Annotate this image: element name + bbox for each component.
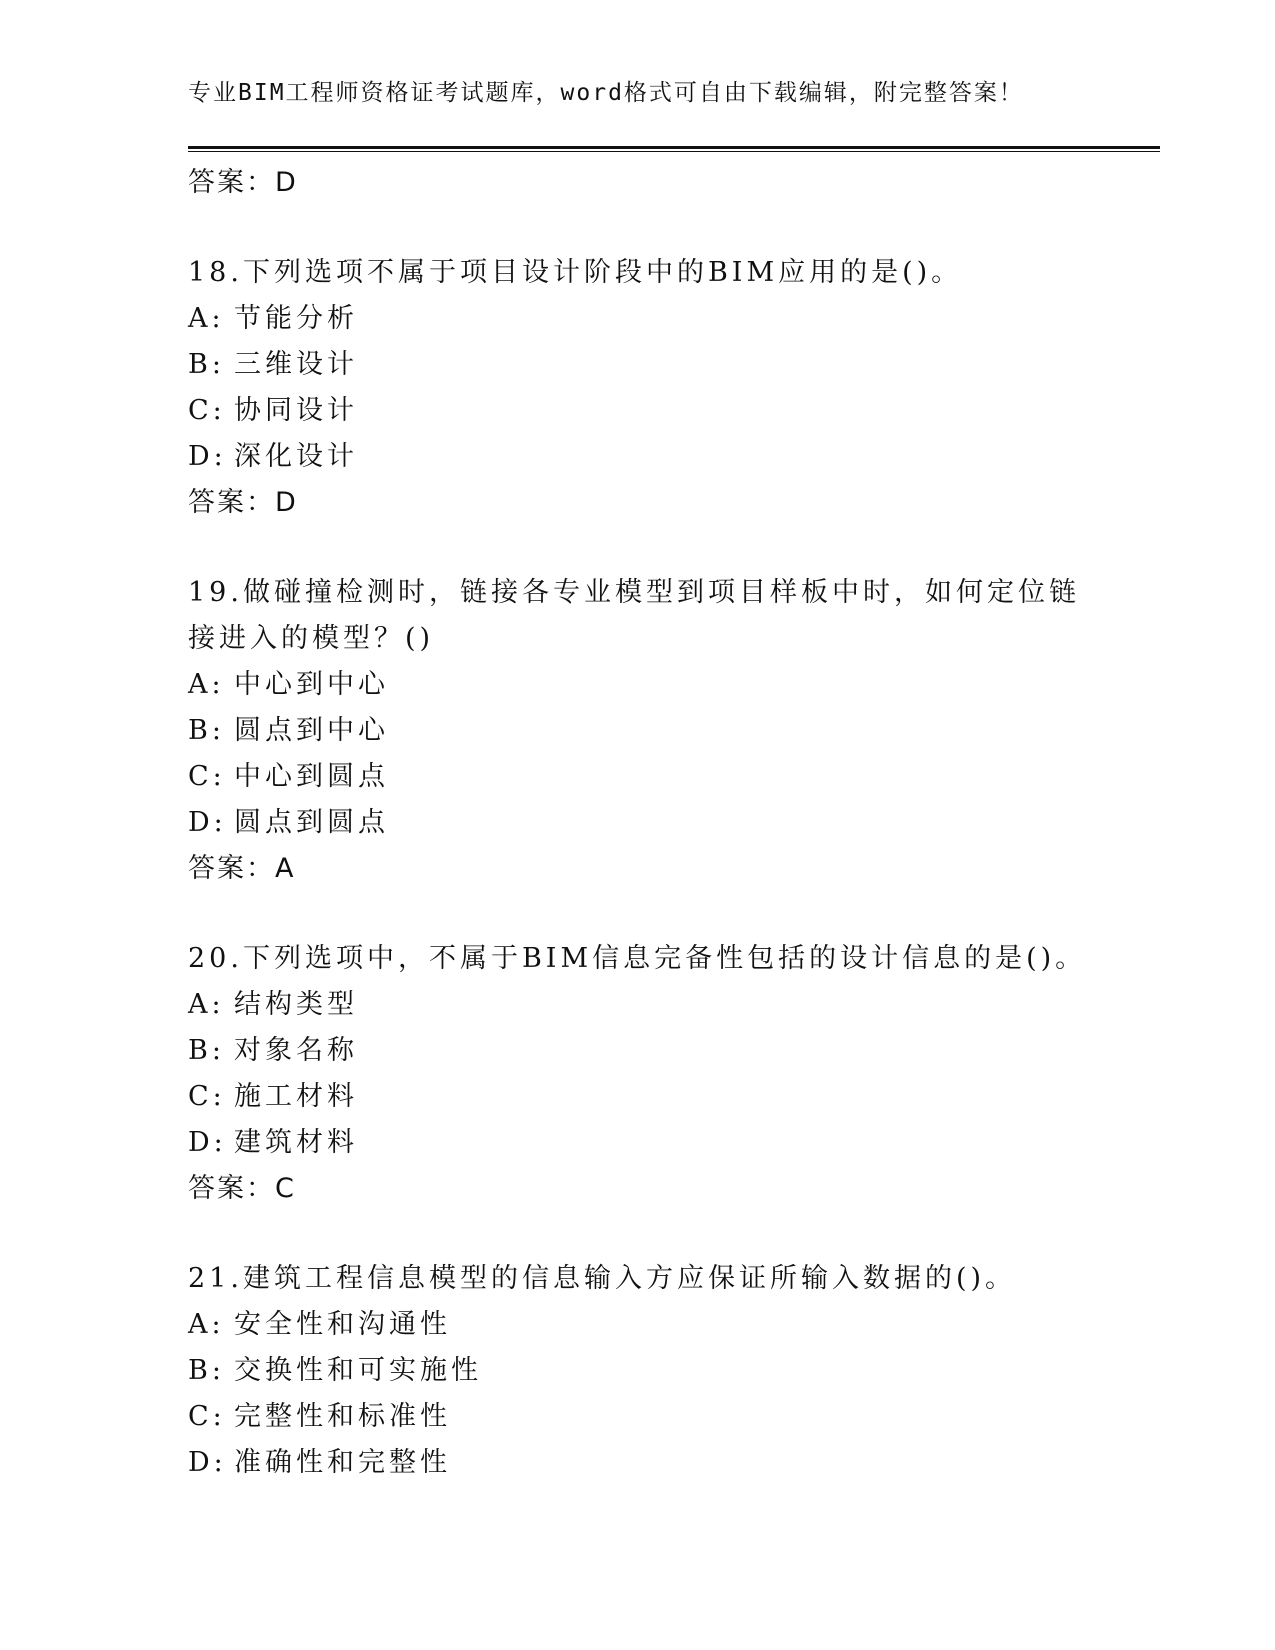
answer-line: 答案：C [188,1173,296,1204]
option-c [188,1394,1148,1440]
document-body [188,160,1148,1486]
option-text: 中心到中心 [234,669,389,700]
option-letter: C: [188,1401,226,1432]
option-a [188,1302,1148,1348]
question-text: 18.下列选项不属于项目设计阶段中的BIM应用的是()。 [188,257,963,288]
question-18 [188,250,1148,526]
option-c [188,388,1148,434]
option-letter: C: [188,395,226,426]
option-b [188,342,1148,388]
option-text: 施工材料 [234,1081,358,1112]
option-c [188,754,1148,800]
option-text: 节能分析 [234,303,358,334]
question-text: 21.建筑工程信息模型的信息输入方应保证所输入数据的()。 [188,1263,1017,1294]
option-text: 建筑材料 [234,1127,358,1158]
option-text: 三维设计 [234,349,358,380]
option-text: 深化设计 [234,441,358,472]
question-text: 19.做碰撞检测时，链接各专业模型到项目样板中时，如何定位链接进入的模型？() [188,577,1080,654]
option-text: 准确性和完整性 [234,1447,451,1478]
option-text: 安全性和沟通性 [234,1309,451,1340]
option-c [188,1074,1148,1120]
option-a [188,662,1148,708]
option-text: 交换性和可实施性 [234,1355,482,1386]
question-20 [188,936,1148,1212]
option-letter: A: [188,1309,225,1340]
page-header: 专业BIM工程师资格证考试题库，word格式可自由下载编辑，附完整答案！ [188,80,1024,106]
option-b [188,708,1148,754]
option-text: 圆点到中心 [234,715,389,746]
option-text: 结构类型 [234,989,358,1020]
question-21 [188,1256,1148,1486]
answer-line: 答案：A [188,853,296,884]
option-letter: D: [188,807,227,838]
option-letter: D: [188,441,227,472]
header-divider [188,146,1160,152]
option-letter: C: [188,761,226,792]
option-text: 中心到圆点 [234,761,389,792]
option-d [188,800,1148,846]
option-letter: A: [188,669,225,700]
option-a [188,296,1148,342]
option-b [188,1028,1148,1074]
option-text: 协同设计 [234,395,358,426]
question-text: 20.下列选项中，不属于BIM信息完备性包括的设计信息的是()。 [188,943,1087,974]
option-letter: D: [188,1127,227,1158]
option-d [188,434,1148,480]
option-letter: A: [188,303,225,334]
option-a [188,982,1148,1028]
option-letter: B: [188,349,225,380]
option-text: 圆点到圆点 [234,807,389,838]
option-text: 对象名称 [234,1035,358,1066]
option-letter: A: [188,989,225,1020]
option-letter: B: [188,1355,225,1386]
option-letter: B: [188,715,225,746]
option-b [188,1348,1148,1394]
option-d [188,1120,1148,1166]
option-text: 完整性和标准性 [234,1401,451,1432]
option-letter: D: [188,1447,227,1478]
answer-line: 答案：D [188,167,298,198]
option-d [188,1440,1148,1486]
option-letter: C: [188,1081,226,1112]
question-19 [188,570,1148,892]
answer-line: 答案：D [188,487,298,518]
option-letter: B: [188,1035,225,1066]
